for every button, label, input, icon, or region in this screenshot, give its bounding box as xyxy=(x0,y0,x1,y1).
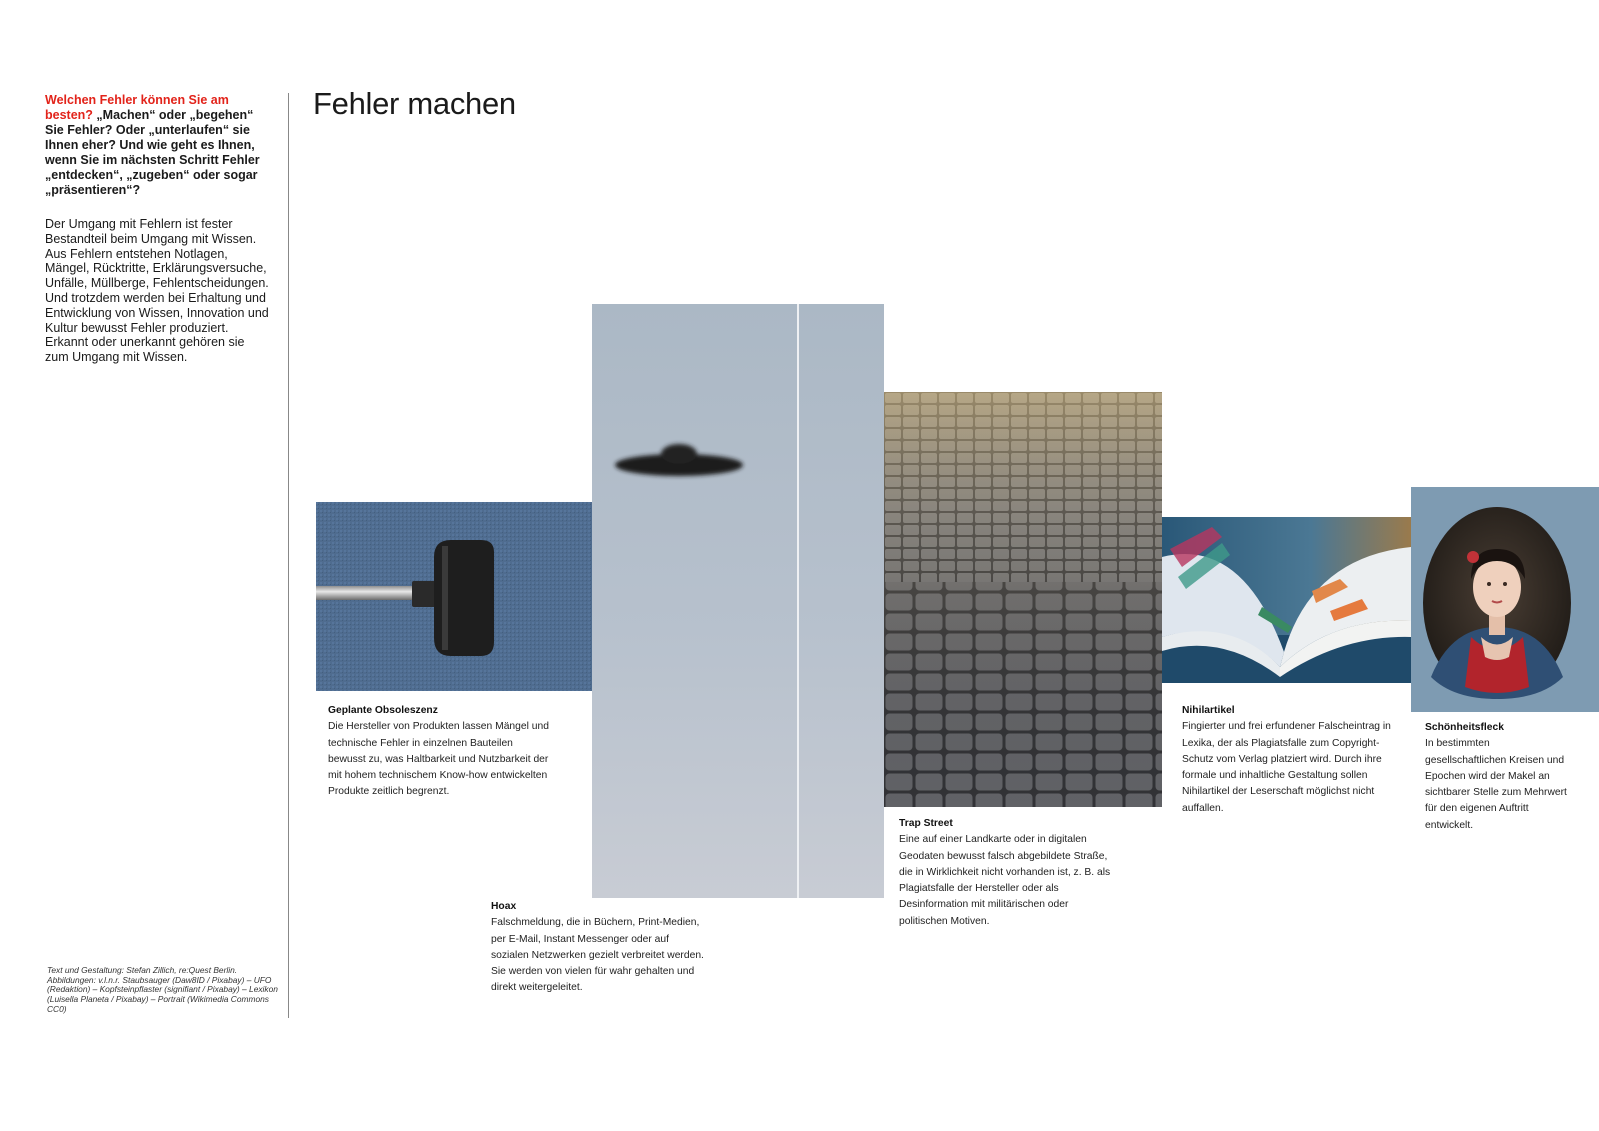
open-book-picture xyxy=(1162,517,1411,683)
caption-text: Die Hersteller von Produkten lassen Mängel und technische Fehler in einzelnen Bauteilen bewusst zu, was Haltbarkeit und Nutzbarkeit der mit hohem technischem Know-how entwickelten Produkte zeitlich begrenzt. xyxy=(328,721,549,798)
intro-column xyxy=(45,93,270,365)
caption-text: Eine auf einer Landkarte oder in digitalen Geodaten bewusst falsch abgebildete Straße, die in Wirklichkeit nicht vorhanden ist, z. B. als Plagiatsfalle der Hersteller oder als Desinformation mit militärischen oder politischen Motiven. xyxy=(899,834,1111,927)
caption-schoenheitsfleck xyxy=(1425,720,1573,834)
caption-hoax xyxy=(491,899,706,997)
caption-text: Falschmeldung, die in Büchern, Print-Medien, per E-Mail, Instant Messenger oder auf sozialen Netzwerken gezielt verbreitet werden. Sie werden von vielen für wahr gehalten und direkt weitergeleitet. xyxy=(491,917,704,994)
caption-title: Trap Street xyxy=(899,818,953,829)
intro-question-highlight: Welchen Fehler können Sie am besten? xyxy=(45,93,229,122)
vacuum-cleaner-image xyxy=(316,502,592,691)
caption-nihilartikel xyxy=(1182,703,1394,817)
ufo-image xyxy=(592,304,884,898)
portrait-picture xyxy=(1411,487,1599,712)
caption-text: Fingierter und frei erfundener Falscheintrag in Lexika, der als Plagiatsfalle zum Copyright-Schutz vom Verlag platziert wird. Durch ihre formale und inhaltliche Gestaltung sollen Nihilartikel der Leserschaft möglichst nicht auffallen. xyxy=(1182,721,1391,814)
caption-title: Nihilartikel xyxy=(1182,705,1235,716)
ufo-picture xyxy=(592,304,884,898)
portrait-image xyxy=(1411,487,1599,712)
page-title: Fehler machen xyxy=(313,86,516,121)
caption-title: Hoax xyxy=(491,901,517,912)
intro-body: Der Umgang mit Fehlern ist fester Bestandteil beim Umgang mit Wissen. Aus Fehlern entstehen Notlagen, Mängel, Rücktritte, Erklärungsversuche, Unfälle, Müllberge, Fehlentscheidungen. Und trotzdem werden bei Erhaltung und Entwicklung von Wissen, Innovation und Kultur bewusst Fehler produziert. Erkannt oder unerkannt gehören sie zum Umgang mit Wissen. xyxy=(45,217,269,365)
open-book-image xyxy=(1162,517,1411,683)
caption-text: In bestimmten gesellschaftlichen Kreisen und Epochen wird der Makel an sichtbarer Stelle zum Mehrwert für den eigenen Auftritt entwickelt. xyxy=(1425,738,1567,831)
caption-title: Geplante Obsoleszenz xyxy=(328,705,438,716)
cobblestone-image xyxy=(884,392,1162,807)
intro-question-rest: „Machen“ oder „begehen“ Sie Fehler? Oder „unterlaufen“ sie Ihnen eher? Und wie geht es Ihnen, wenn Sie im nächsten Schritt Fehler „entdecken“, „zugeben“ oder sogar „präsentieren“? xyxy=(45,108,260,197)
column-divider xyxy=(288,93,289,1018)
image-credits: Text und Gestaltung: Stefan Zillich, re:Quest Berlin. Abbildungen: v.l.n.r. Staubsauger (Daw8ID / Pixabay) – UFO (Redaktion) – Kopfsteinpflaster (signifiant / Pixabay) – Lexikon (Luisella Planeta / Pixabay) – Portrait (Wikimedia Commons CC0) xyxy=(47,965,278,1014)
intro-question xyxy=(45,93,270,198)
caption-obsoleszenz xyxy=(328,703,550,801)
cobblestone-picture xyxy=(884,392,1162,807)
caption-title: Schönheitsfleck xyxy=(1425,722,1504,733)
vacuum-nozzle-picture xyxy=(316,502,592,691)
caption-trap-street xyxy=(899,816,1119,930)
